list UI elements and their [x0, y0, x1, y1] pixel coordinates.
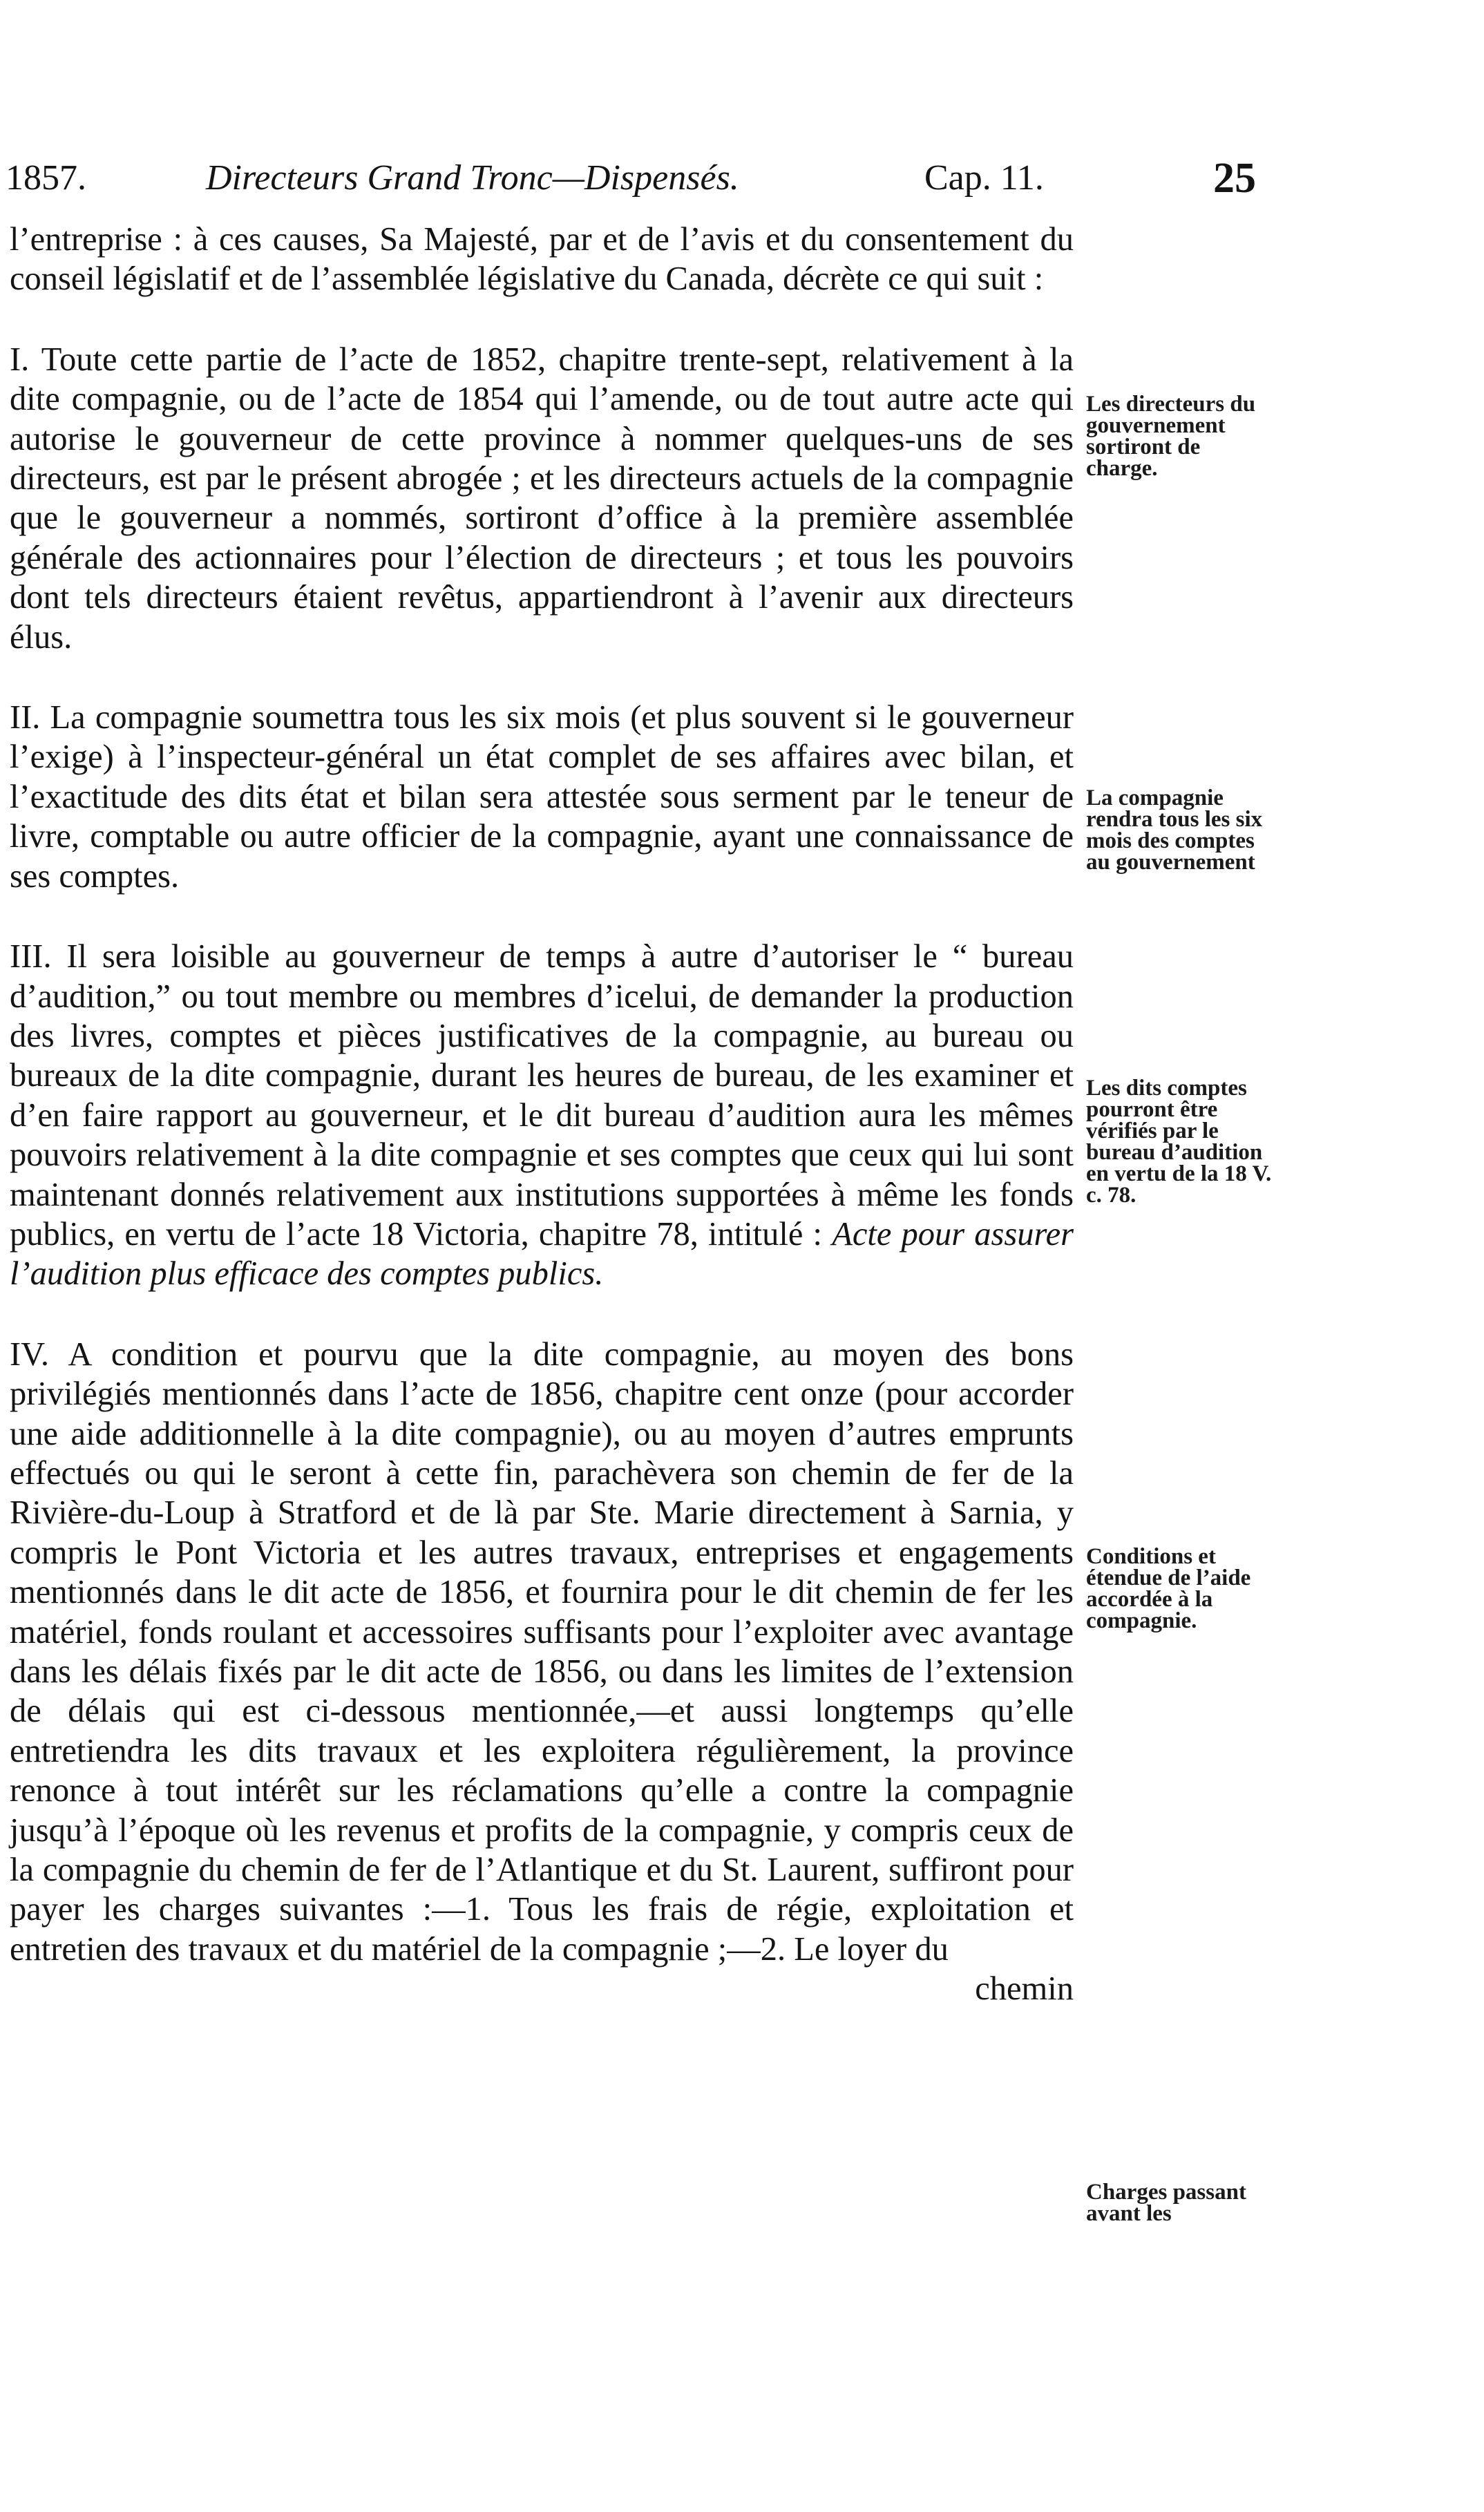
header-year: 1857. [6, 158, 86, 198]
margin-note-5: Charges passant avant les [1086, 2180, 1246, 2226]
section-4-paragraph: IV. A condition et pourvu que la dite compagnie, au moyen des bons privilégiés mentionnés dans l’acte de 1856, chapitre cent onze (pour accorder une aide additionnelle à la dite compagnie), ou au moyen d’autres emprunts effectués ou qui le seront à cette fin, parachèvera son chemin de fer de la Rivière-du-Loup à Stratford et de là par Ste. Marie directement à Sarnia, y compris le Pont Victoria et les autres travaux, entreprises et engagements mentionnés dans le dit acte de 1856, et fournira pour le dit chemin de fer les matériel, fonds roulant et accessoires suffisants pour l’exploiter avec avantage dans les délais fixés par le dit acte de 1856, ou dans les limites de l’extension de délais qui est ci-dessous mentionnée,—et aussi longtemps qu’elle entretiendra les dits travaux et les exploitera régulièrement, la province renonce à tout intérêt sur les réclamations qu’elle a contre la compagnie jusqu’à l’époque où les revenus et profits de la compagnie, y compris ceux de la compagnie du chemin de fer de l’Atlantique et du St. Laurent, suffiront pour payer les charges suivantes :—1. Tous les frais de régie, exploitation et entretien des travaux et du matériel de la compagnie ;—2. Le loyer du [10, 1335, 1074, 1968]
section-3-text: III. Il sera loisible au gouverneur de temps à autre d’autoriser le “ bureau d’audition,” ou tout membre ou membres d’icelui, de demander la production des livres, comptes et pièces justificatives de la compagnie, au bureau ou bureaux de la dite compagnie, durant les heures de bureau, de les examiner et d’en faire rapport au gouverneur, et le dit bureau d’audition aura les mêmes pouvoirs relativement à la dite compagnie et ses comptes que ceux qui lui sont maintenant donnés relativement aux institutions supportées à même les fonds publics, en vertu de l’acte 18 Victoria, chapitre 78, intitulé : [10, 938, 1074, 1253]
margin-note-4: Conditions et étendue de l’aide accordée à la compagnie. [1086, 1544, 1251, 1633]
header-title: Directeurs Grand Tronc—Dispensés. [206, 158, 739, 198]
margin-note-3: Les dits comptes pourront être vérifiés par le bureau d’audition en vertu de la 18 V. c. 78. [1086, 1076, 1272, 1208]
margin-note-1: Les directeurs du gouvernement sortiront de charge. [1086, 392, 1256, 481]
main-text-column [10, 220, 1074, 2009]
catchword: chemin [975, 1970, 1074, 2008]
header-chapter: Cap. 11. [924, 158, 1044, 198]
section-2-paragraph: II. La compagnie soumettra tous les six mois (et plus souvent si le gouverneur l’exige) à l’inspecteur-général un état complet de ses affaires avec bilan, et l’exactitude des dits état et bilan sera attestée sous serment par le teneur de livre, comptable ou autre officier de la compagnie, ayant une connaissance de ses comptes. [10, 699, 1074, 895]
section-1-paragraph: I. Toute cette partie de l’acte de 1852, chapitre trente-sept, relativement à la dite compagnie, ou de l’acte de 1854 qui l’amende, ou de tout autre acte qui autorise le gouverneur de cette province à nommer quelques-uns de ses directeurs, est par le présent abrogée ; et les directeurs actuels de la compagnie que le gouverneur a nommés, sortiront d’office à la première assemblée générale des actionnaires pour l’élection de directeurs ; et tous les pouvoirs dont tels directeurs étaient revêtus, appartiendront à l’avenir aux directeurs élus. [10, 341, 1074, 656]
running-header [0, 151, 1484, 206]
page-number: 25 [1213, 155, 1256, 202]
section-3-paragraph [10, 937, 1074, 1294]
margin-note-2: La compagnie rendra tous les six mois des comptes au gouvernement [1086, 786, 1263, 875]
act-title: Acte pour assurer l’audition plus efficace des comptes publics. [10, 1215, 1074, 1293]
intro-paragraph: l’entreprise : à ces causes, Sa Majesté, par et de l’avis et du consentement du conseil législatif et de l’assemblée législative du Canada, décrète ce qui suit : [10, 221, 1074, 298]
